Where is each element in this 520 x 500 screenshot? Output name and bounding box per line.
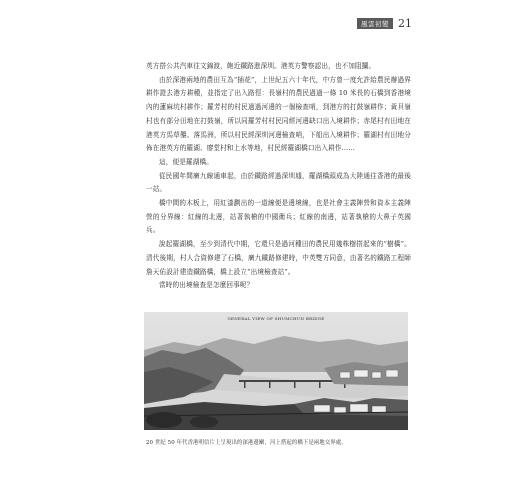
paragraph: 這，便是羅湖橋。	[159, 157, 213, 166]
paragraph: 說起羅湖橋，至少到清代中期，它還只是過河種田的農民用幾株樹搭起來的“樹橋”。清代後期，村人合資修建了石橋，廣九鐵路修建時，中英雙方同意，由著名的鐵路工程師詹天佑設計建造鐵路橋，橋上設立“出境檢查站”。	[146, 240, 411, 276]
photo-title: GENERAL VIEW OF SHUMCHUN BRIDGE	[227, 316, 325, 321]
photo-caption: 20 世紀 50 年代香港明信片上呈現出的深港邊關，河上搭起的橋下是兩地交界處。	[146, 440, 347, 446]
paragraph: 英方搭公共汽車往文錦渡，飽近鐵路進深圳。港英方警察認出，也不加阻攔。	[146, 62, 376, 70]
photo-illustration	[144, 312, 408, 430]
body-text	[146, 60, 411, 293]
paragraph: 由於深港兩地的農田互為“插花”，上世紀五六十年代，中方曾一度允許給農民辦過界耕作證去港方耕種，並指定了出入路徑：長嶺村的農民過過一條 10 米長的石橋到香港境內的蓮麻坑村耕作；羅芳村的村民過過河邊的一個檢查哨，到港方的打鼓嶺耕作；黃貝嶺村也有部分田地在打鼓嶺，所以同羅芳村村民同經河邊缺口出入境耕作；赤尾村有田地在港英方馬草壟、落馬洲，所以村民經深圳河邊檢查哨，下船出入境耕作；羅湖村有田地分佈在港英方的羅湖、廖堂村和上水等地，村民經羅湖橋口出入耕作……	[146, 75, 411, 153]
paragraph: 從民國年間廣九線通車起，由於鐵路經過深圳墟，羅湖橋頭成為大陸通往香港的最後一站。	[146, 171, 411, 194]
chapter-title: 風雲初變	[357, 18, 393, 29]
page-header	[357, 17, 412, 30]
paragraph: 橋中間的木板上，用紅漆劃出的一道線便是邊境線，也是社會主義陣營和資本主義陣營的分界線：紅線的北邊，站著執槍的中國衛兵；紅線的南邊，站著執槍的大鼻子英國兵。	[146, 199, 411, 235]
paragraph: 當時的出境檢查是怎麼回事呢？	[159, 281, 254, 290]
historical-photo	[144, 312, 408, 430]
page-number: 21	[398, 17, 412, 30]
